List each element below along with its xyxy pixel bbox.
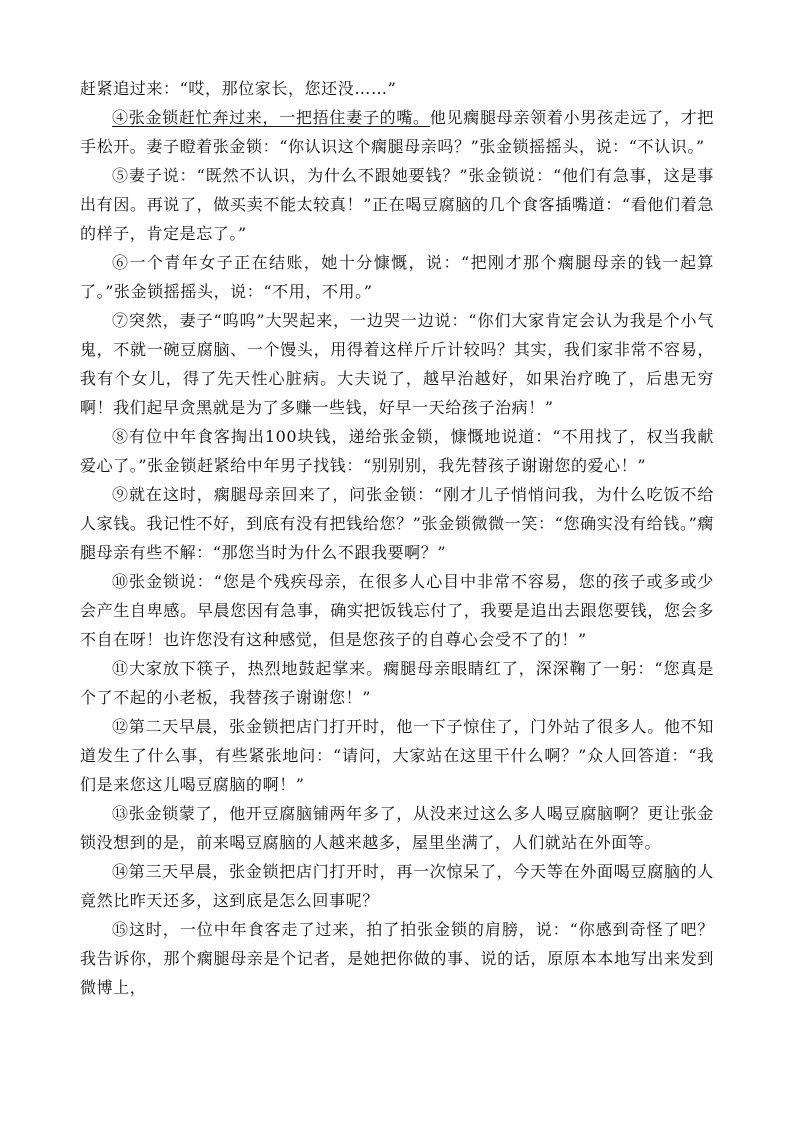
- paragraph-text: ⑭第三天早晨，张金锁把店门打开时，再一次惊呆了，今天等在外面喝豆腐脑的人竟然比昨天还多，这到底是怎么回事呢？: [80, 862, 714, 910]
- paragraph-4: [80, 103, 714, 161]
- paragraph-text: ⑥一个青年女子正在结账，她十分慷慨，说：“把刚才那个瘸腿母亲的钱一起算了。”张金锁摇摇头，说：“不用，不用。”: [80, 253, 714, 301]
- paragraph-text: 他见瘸腿母亲领着小男孩走远了，才把手松开。妻子瞪着张金锁：“你认识这个瘸腿母亲吗？”张金锁摇摇头，说：“不认识。”: [80, 108, 715, 156]
- paragraph-9: [80, 480, 714, 567]
- paragraph-8: [80, 422, 714, 480]
- underlined-sentence: ④张金锁赶忙奔过来，一把捂住妻子的嘴。: [112, 108, 430, 127]
- paragraph-continuation: [80, 74, 714, 103]
- paragraph-12: [80, 712, 714, 799]
- paragraph-text: ⑤妻子说：“既然不认识，为什么不跟她要钱？”张金锁说：“他们有急事，这是事出有因。再说了，做买卖不能太较真！”正在喝豆腐脑的几个食客插嘴道：“看他们着急的样子，肯定是忘了。”: [80, 166, 714, 243]
- paragraph-text: ⑩张金锁说：“您是个残疾母亲，在很多人心目中非常不容易，您的孩子或多或少会产生自卑感。早晨您因有急事，确实把饭钱忘付了，我要是追出去跟您要钱，您会多不自在呀！也许您没有这种感觉，但是您孩子的自尊心会受不了的！”: [80, 572, 714, 649]
- paragraph-10: [80, 567, 714, 654]
- paragraph-13: [80, 799, 714, 857]
- paragraph-14: [80, 857, 714, 915]
- paragraph-text: ⑬张金锁蒙了，他开豆腐脑铺两年多了，从没来过这么多人喝豆腐脑啊？更让张金锁没想到的是，前来喝豆腐脑的人越来越多，屋里坐满了，人们就站在外面等。: [80, 804, 714, 852]
- paragraph-text: ⑫第二天早晨，张金锁把店门打开时，他一下子惊住了，门外站了很多人。他不知道发生了什么事，有些紧张地问：“请问，大家站在这里干什么啊？”众人回答道：“我们是来您这儿喝豆腐脑的啊！”: [80, 717, 714, 794]
- paragraph-7: [80, 306, 714, 422]
- paragraph-15: [80, 915, 714, 1002]
- paragraph-text: ⑧有位中年食客掏出100块钱，递给张金锁，慷慨地说道：“不用找了，权当我献爱心了。”张金锁赶紧给中年男子找钱：“别别别，我先替孩子谢谢您的爱心！”: [80, 427, 714, 475]
- article-body: [80, 74, 714, 1002]
- paragraph-text: ⑦突然，妻子“呜呜”大哭起来，一边哭一边说：“你们大家肯定会认为我是个小气鬼，不就一碗豆腐脑、一个馒头，用得着这样斤斤计较吗？其实，我们家非常不容易，我有个女儿，得了先天性心脏病。大夫说了，越早治越好，如果治疗晚了，后患无穷啊！我们起早贪黑就是为了多赚一些钱，好早一天给孩子治病！”: [80, 311, 714, 417]
- paragraph-5: [80, 161, 714, 248]
- paragraph-text: 赶紧追过来：“哎，那位家长，您还没……”: [80, 79, 397, 98]
- paragraph-text: ⑪大家放下筷子，热烈地鼓起掌来。瘸腿母亲眼睛红了，深深鞠了一躬：“您真是个了不起的小老板，我替孩子谢谢您！”: [80, 659, 714, 707]
- paragraph-text: ⑨就在这时，瘸腿母亲回来了，问张金锁：“刚才儿子悄悄问我，为什么吃饭不给人家钱。我记性不好，到底有没有把钱给您？”张金锁微微一笑：“您确实没有给钱。”瘸腿母亲有些不解：“那您当时为什么不跟我要啊？”: [80, 485, 714, 562]
- paragraph-text: ⑮这时，一位中年食客走了过来，拍了拍张金锁的肩膀，说：“你感到奇怪了吧？我告诉你，那个瘸腿母亲是个记者，是她把你做的事、说的话，原原本本地写出来发到微博上，: [80, 920, 714, 997]
- paragraph-6: [80, 248, 714, 306]
- paragraph-11: [80, 654, 714, 712]
